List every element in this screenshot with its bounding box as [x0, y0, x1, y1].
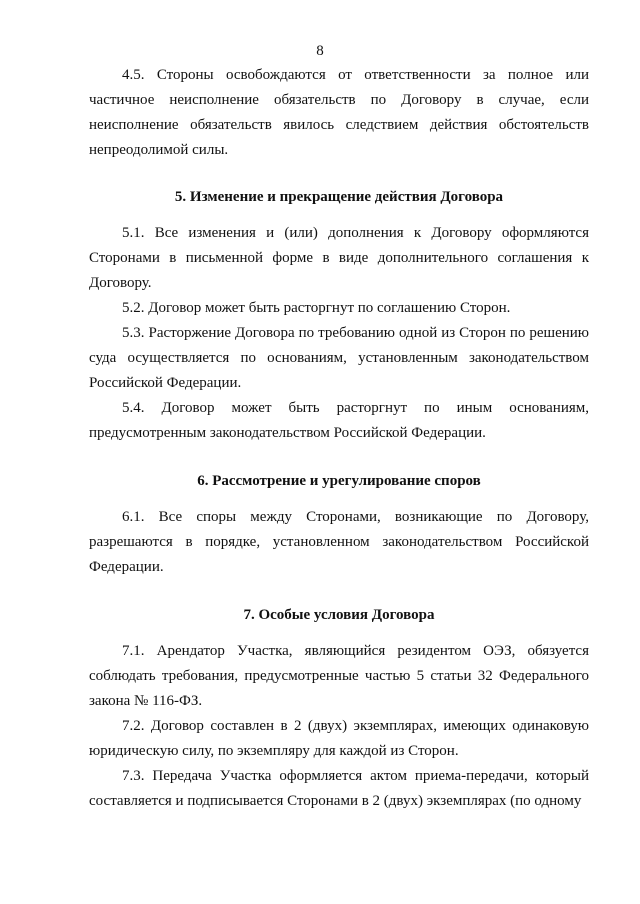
section-6-heading: 6. Рассмотрение и урегулирование споров [197, 473, 481, 489]
clause-7-2: 7.2. Договор составлен в 2 (двух) экземплярах, имеющих одинаковую юридическую силу, по экземпляру для каждой из Сторон. [89, 718, 589, 759]
clause-5-4: 5.4. Договор может быть расторгнут по иным основаниям, предусмотренным законодательством Российской Федерации. [89, 400, 589, 441]
clause-7-1: 7.1. Арендатор Участка, являющийся резидентом ОЭЗ, обязуется соблюдать требования, предусмотренные частью 5 статьи 32 Федерального закона № 116-ФЗ. [89, 643, 589, 709]
document-body [89, 63, 589, 814]
clause-6-1: 6.1. Все споры между Сторонами, возникающие по Договору, разрешаются в порядке, установленном законодательством Российской Федерации. [89, 509, 589, 575]
clause-7-3: 7.3. Передача Участка оформляется актом приема-передачи, который составляется и подписывается Сторонами в 2 (двух) экземплярах (по одному [89, 768, 589, 809]
clause-4-5: 4.5. Стороны освобождаются от ответственности за полное или частичное неисполнение обязательств по Договору в случае, если неисполнение обязательств явилось следствием действия обстоятельств непреодолимой силы. [89, 67, 589, 158]
page-number: 8 [316, 43, 324, 59]
section-5-heading: 5. Изменение и прекращение действия Договора [174, 189, 504, 205]
clause-5-2: 5.2. Договор может быть расторгнут по соглашению Сторон. [122, 300, 511, 316]
section-7-heading: 7. Особые условия Договора [243, 607, 435, 623]
clause-5-3: 5.3. Расторжение Договора по требованию одной из Сторон по решению суда осуществляется по основаниям, установленным законодательством Российской Федерации. [89, 325, 589, 391]
clause-5-1: 5.1. Все изменения и (или) дополнения к Договору оформляются Сторонами в письменной форме в виде дополнительного соглашения к Договору. [89, 225, 589, 291]
